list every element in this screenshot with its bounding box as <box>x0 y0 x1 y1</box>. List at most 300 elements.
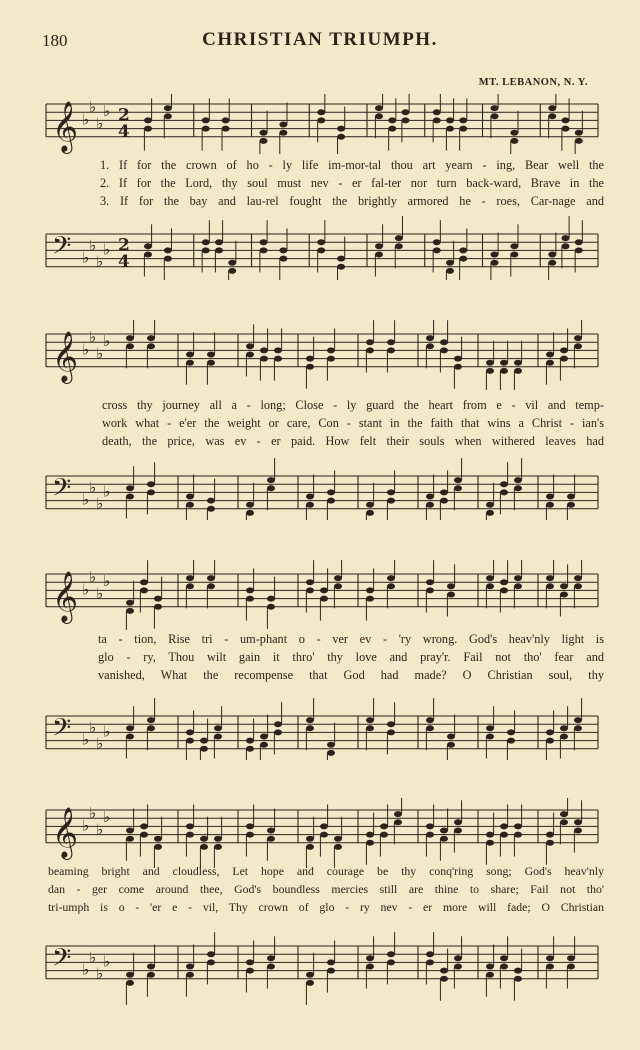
note-head <box>126 343 134 349</box>
note-head <box>426 579 434 585</box>
treble-staff <box>38 560 604 630</box>
note-head <box>279 247 287 253</box>
note-head <box>375 113 383 119</box>
treble-staff <box>38 798 604 868</box>
note-head <box>433 117 441 123</box>
note-head <box>337 264 345 270</box>
flat-sign-icon: ♭ <box>89 98 97 117</box>
note-head <box>246 596 254 602</box>
note-head <box>126 608 134 614</box>
note-head <box>366 964 374 970</box>
note-head <box>279 130 287 136</box>
note-head <box>387 951 395 957</box>
note-head <box>246 832 254 838</box>
note-head <box>560 356 568 362</box>
note-head <box>327 968 335 974</box>
note-head <box>491 105 499 111</box>
note-head <box>454 485 462 491</box>
bass-clef-icon: 𝄢 <box>52 713 72 749</box>
note-head <box>500 823 508 829</box>
note-head <box>366 840 374 846</box>
note-head <box>500 481 508 487</box>
note-head <box>186 823 194 829</box>
note-head <box>574 583 582 589</box>
lyric-verse-2: 2. If for the Lord, thy soul must nev - er fal-ter nor turn back-ward, Brave in the <box>100 176 604 190</box>
lyrics-block <box>38 396 604 450</box>
note-head <box>486 360 494 366</box>
note-head <box>366 955 374 961</box>
flat-sign-icon: ♭ <box>82 580 90 599</box>
note-head <box>548 252 556 258</box>
note-head <box>446 126 454 132</box>
note-head <box>546 738 554 744</box>
note-head <box>440 828 448 834</box>
note-head <box>246 343 254 349</box>
note-head <box>546 575 554 581</box>
note-head <box>440 339 448 345</box>
note-head <box>433 239 441 245</box>
note-head <box>560 592 568 598</box>
note-head <box>514 485 522 491</box>
note-head <box>500 368 508 374</box>
flat-sign-icon: ♭ <box>96 964 104 983</box>
note-head <box>440 347 448 353</box>
note-head <box>546 840 554 846</box>
flat-sign-icon: ♭ <box>96 114 104 133</box>
note-head <box>164 113 172 119</box>
note-head <box>164 105 172 111</box>
flat-sign-icon: ♭ <box>82 490 90 509</box>
bass-clef-icon: 𝄢 <box>52 473 72 509</box>
note-head <box>459 126 467 132</box>
note-head <box>366 502 374 508</box>
note-head <box>267 828 275 834</box>
note-head <box>320 832 328 838</box>
note-head <box>147 335 155 341</box>
lyrics-block <box>38 630 604 684</box>
note-head <box>164 247 172 253</box>
note-head <box>560 734 568 740</box>
note-head <box>454 955 462 961</box>
treble-staff <box>38 320 604 390</box>
note-head <box>500 579 508 585</box>
note-head <box>560 347 568 353</box>
note-head <box>246 959 254 965</box>
note-head <box>446 117 454 123</box>
flat-sign-icon: ♭ <box>89 718 97 737</box>
note-head <box>500 360 508 366</box>
note-head <box>426 725 434 731</box>
note-head <box>215 239 223 245</box>
note-head <box>574 717 582 723</box>
note-head <box>246 968 254 974</box>
note-head <box>574 343 582 349</box>
note-head <box>327 356 335 362</box>
note-head <box>126 485 134 491</box>
note-head <box>147 489 155 495</box>
note-head <box>215 247 223 253</box>
note-head <box>366 596 374 602</box>
note-head <box>440 976 448 982</box>
note-head <box>306 364 314 370</box>
note-head <box>147 481 155 487</box>
note-head <box>514 823 522 829</box>
note-head <box>186 502 194 508</box>
note-head <box>147 972 155 978</box>
note-head <box>446 268 454 274</box>
note-head <box>575 247 583 253</box>
note-head <box>486 502 494 508</box>
flat-sign-icon: ♭ <box>103 102 111 121</box>
note-head <box>366 587 374 593</box>
note-head <box>426 587 434 593</box>
note-head <box>207 959 215 965</box>
note-head <box>306 494 314 500</box>
note-head <box>454 819 462 825</box>
note-head <box>366 347 374 353</box>
note-head <box>306 356 314 362</box>
lyric-verse-1: beaming bright and cloudless, Let hope and courage be thy conq'ring song; God's heav'nly <box>48 864 604 878</box>
time-signature-bottom: 4 <box>118 251 130 272</box>
flat-sign-icon: ♭ <box>89 568 97 587</box>
note-head <box>306 587 314 593</box>
note-head <box>426 823 434 829</box>
note-head <box>214 725 222 731</box>
note-head <box>387 575 395 581</box>
note-head <box>186 729 194 735</box>
note-head <box>202 126 210 132</box>
note-head <box>366 832 374 838</box>
note-head <box>186 575 194 581</box>
flat-sign-icon: ♭ <box>82 730 90 749</box>
note-head <box>126 725 134 731</box>
note-head <box>260 138 268 144</box>
note-head <box>144 117 152 123</box>
note-head <box>366 717 374 723</box>
note-head <box>337 126 345 132</box>
note-head <box>514 368 522 374</box>
note-head <box>320 823 328 829</box>
note-head <box>546 494 554 500</box>
note-head <box>500 587 508 593</box>
note-head <box>214 734 222 740</box>
note-head <box>375 252 383 258</box>
note-head <box>560 583 568 589</box>
note-head <box>574 575 582 581</box>
note-head <box>126 335 134 341</box>
note-head <box>546 352 554 358</box>
note-head <box>426 494 434 500</box>
note-head <box>186 832 194 838</box>
note-head <box>267 836 275 842</box>
flat-sign-icon: ♭ <box>96 734 104 753</box>
note-head <box>507 729 515 735</box>
note-head <box>387 498 395 504</box>
note-head <box>154 844 162 850</box>
note-head <box>126 828 134 834</box>
note-head <box>548 113 556 119</box>
lyric-verse-1: cross thy journey all a - long; Close - ly guard the heart from e - vil and temp- <box>102 398 604 412</box>
note-head <box>574 725 582 731</box>
note-head <box>306 725 314 731</box>
note-head <box>426 717 434 723</box>
note-head <box>395 243 403 249</box>
note-head <box>446 260 454 266</box>
note-head <box>375 243 383 249</box>
note-head <box>380 823 388 829</box>
note-head <box>486 972 494 978</box>
note-head <box>574 828 582 834</box>
note-head <box>375 105 383 111</box>
note-head <box>200 836 208 842</box>
note-head <box>186 583 194 589</box>
note-head <box>366 725 374 731</box>
note-head <box>320 596 328 602</box>
flat-sign-icon: ♭ <box>103 572 111 591</box>
music-system-4 <box>38 798 604 1038</box>
note-head <box>260 247 268 253</box>
note-head <box>207 583 215 589</box>
note-head <box>562 126 570 132</box>
note-head <box>486 575 494 581</box>
note-head <box>327 489 335 495</box>
note-head <box>510 252 518 258</box>
note-head <box>147 725 155 731</box>
note-head <box>507 738 515 744</box>
note-head <box>567 502 575 508</box>
flat-sign-icon: ♭ <box>89 328 97 347</box>
note-head <box>279 256 287 262</box>
note-head <box>334 575 342 581</box>
note-head <box>306 836 314 842</box>
treble-staff <box>38 94 604 154</box>
note-head <box>380 832 388 838</box>
note-head <box>246 352 254 358</box>
note-head <box>214 844 222 850</box>
note-head <box>126 972 134 978</box>
note-head <box>500 955 508 961</box>
note-head <box>207 951 215 957</box>
note-head <box>514 583 522 589</box>
note-head <box>267 477 275 483</box>
flat-sign-icon: ♭ <box>89 948 97 967</box>
note-head <box>454 964 462 970</box>
note-head <box>334 583 342 589</box>
flat-sign-icon: ♭ <box>103 482 111 501</box>
note-head <box>387 347 395 353</box>
note-head <box>426 959 434 965</box>
note-head <box>246 510 254 516</box>
note-head <box>274 356 282 362</box>
note-head <box>200 844 208 850</box>
note-head <box>274 729 282 735</box>
note-head <box>334 844 342 850</box>
note-head <box>200 746 208 752</box>
note-head <box>147 717 155 723</box>
note-head <box>246 587 254 593</box>
note-head <box>144 243 152 249</box>
note-head <box>426 502 434 508</box>
flat-sign-icon: ♭ <box>82 960 90 979</box>
note-head <box>260 356 268 362</box>
note-head <box>491 260 499 266</box>
note-head <box>394 819 402 825</box>
note-head <box>402 117 410 123</box>
note-head <box>447 742 455 748</box>
flat-sign-icon: ♭ <box>96 584 104 603</box>
note-head <box>186 494 194 500</box>
music-system-3 <box>38 560 604 760</box>
note-head <box>126 494 134 500</box>
flat-sign-icon: ♭ <box>96 820 104 839</box>
note-head <box>164 256 172 262</box>
lyric-verse-1: ta - tion, Rise tri - um-phant o - ver ev - 'ry wrong. God's heav'nly light is <box>98 632 604 646</box>
note-head <box>202 247 210 253</box>
note-head <box>186 972 194 978</box>
note-head <box>514 976 522 982</box>
flat-sign-icon: ♭ <box>103 952 111 971</box>
flat-sign-icon: ♭ <box>89 478 97 497</box>
note-head <box>306 844 314 850</box>
note-head <box>387 489 395 495</box>
note-head <box>560 725 568 731</box>
flat-sign-icon: ♭ <box>82 248 90 267</box>
note-head <box>207 360 215 366</box>
note-head <box>387 583 395 589</box>
note-head <box>246 502 254 508</box>
note-head <box>306 502 314 508</box>
note-head <box>140 823 148 829</box>
flat-sign-icon: ♭ <box>82 340 90 359</box>
note-head <box>222 117 230 123</box>
time-signature-top: 2 <box>118 235 130 256</box>
note-head <box>440 498 448 504</box>
note-head <box>317 117 325 123</box>
note-head <box>447 734 455 740</box>
note-head <box>366 339 374 345</box>
lyric-verse-1: 1. If for the crown of ho - ly life im-mor-tal thou art yearn - ing, Bear well the <box>100 158 604 172</box>
note-head <box>267 604 275 610</box>
flat-sign-icon: ♭ <box>96 344 104 363</box>
note-head <box>486 368 494 374</box>
note-head <box>186 352 194 358</box>
note-head <box>486 725 494 731</box>
note-head <box>207 352 215 358</box>
note-head <box>402 109 410 115</box>
note-head <box>274 347 282 353</box>
lyric-verse-2: dan - ger come around thee, God's boundless mercies still are thine to share; Fail not tho' <box>48 882 604 896</box>
flat-sign-icon: ♭ <box>89 236 97 255</box>
flat-sign-icon: ♭ <box>96 494 104 513</box>
note-head <box>126 836 134 842</box>
note-head <box>546 502 554 508</box>
note-head <box>514 477 522 483</box>
flat-sign-icon: ♭ <box>103 808 111 827</box>
note-head <box>454 356 462 362</box>
note-head <box>510 138 518 144</box>
note-head <box>147 964 155 970</box>
note-head <box>388 117 396 123</box>
note-head <box>306 717 314 723</box>
note-head <box>246 738 254 744</box>
note-head <box>575 130 583 136</box>
note-head <box>267 964 275 970</box>
note-head <box>337 256 345 262</box>
bass-clef-icon: 𝄢 <box>52 943 72 979</box>
note-head <box>154 604 162 610</box>
note-head <box>260 347 268 353</box>
note-head <box>426 951 434 957</box>
note-head <box>327 742 335 748</box>
note-head <box>500 489 508 495</box>
note-head <box>228 268 236 274</box>
note-head <box>126 734 134 740</box>
note-head <box>246 746 254 752</box>
time-signature-bottom: 4 <box>118 121 130 142</box>
note-head <box>320 587 328 593</box>
note-head <box>440 968 448 974</box>
note-head <box>222 126 230 132</box>
note-head <box>337 134 345 140</box>
note-head <box>144 126 152 132</box>
note-head <box>186 738 194 744</box>
note-head <box>387 721 395 727</box>
note-head <box>546 955 554 961</box>
note-head <box>260 239 268 245</box>
treble-clef-icon: 𝄞 <box>52 806 79 858</box>
note-head <box>246 823 254 829</box>
note-head <box>327 347 335 353</box>
note-head <box>562 117 570 123</box>
note-head <box>546 583 554 589</box>
note-head <box>394 811 402 817</box>
note-head <box>459 117 467 123</box>
lyric-verse-3: 3. If for the bay and lau-rel fought the brightly armored he - roes, Car-nage and <box>100 194 604 208</box>
note-head <box>274 721 282 727</box>
note-head <box>454 828 462 834</box>
note-head <box>575 138 583 144</box>
note-head <box>214 836 222 842</box>
flat-sign-icon: ♭ <box>103 332 111 351</box>
flat-sign-icon: ♭ <box>89 804 97 823</box>
note-head <box>486 840 494 846</box>
note-head <box>546 360 554 366</box>
note-head <box>433 247 441 253</box>
flat-sign-icon: ♭ <box>82 110 90 129</box>
note-head <box>514 575 522 581</box>
note-head <box>433 109 441 115</box>
note-head <box>562 243 570 249</box>
lyric-verse-3: death, the price, was ev - er paid. How felt their souls when withered leaves had <box>102 434 604 448</box>
note-head <box>426 832 434 838</box>
note-head <box>144 252 152 258</box>
note-head <box>366 510 374 516</box>
note-head <box>260 734 268 740</box>
time-signature-top: 2 <box>118 105 130 126</box>
note-head <box>486 510 494 516</box>
treble-clef-icon: 𝄞 <box>52 330 79 382</box>
note-head <box>202 239 210 245</box>
note-head <box>447 583 455 589</box>
note-head <box>567 494 575 500</box>
note-head <box>426 335 434 341</box>
note-head <box>317 247 325 253</box>
note-head <box>395 235 403 241</box>
note-head <box>267 596 275 602</box>
note-head <box>514 832 522 838</box>
flat-sign-icon: ♭ <box>103 722 111 741</box>
treble-clef-icon: 𝄞 <box>52 100 79 152</box>
